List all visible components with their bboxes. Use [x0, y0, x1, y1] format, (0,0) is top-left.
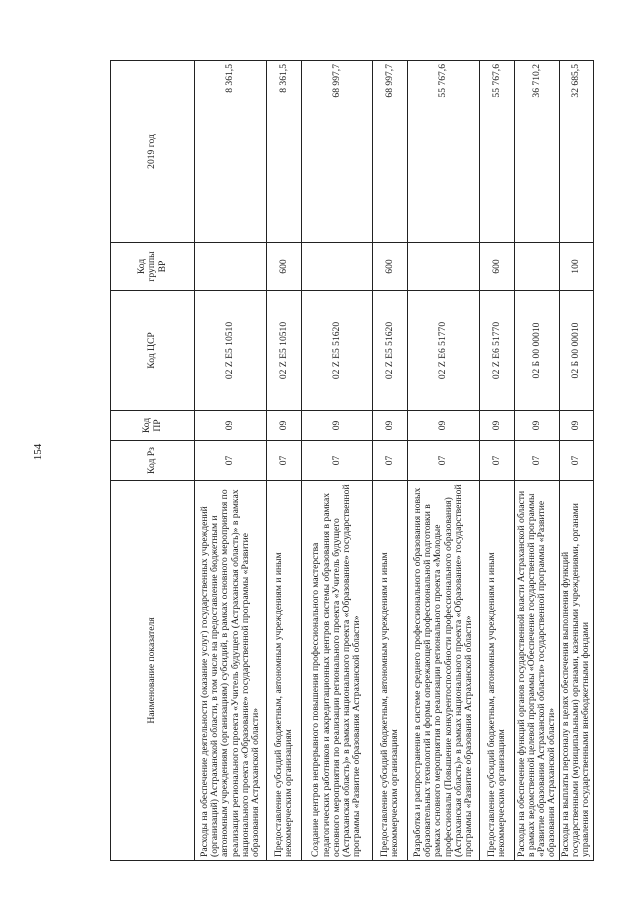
- row-pr: 09: [302, 411, 373, 441]
- row-rz: 07: [515, 441, 560, 481]
- row-vr: [302, 243, 373, 291]
- row-name: Создание центров непрерывного повышения профессионального мастерства педагогических работников и аккредитационных центров системы образования в рамках основного мероприятия по реализации регионального проекта «Учитель будущего (Астраханская область)» в рамках национального проекта «Образование» государственной программы «Развитие образования Астраханской области»: [302, 481, 373, 861]
- table-row: [515, 61, 560, 861]
- table-header-row: [111, 61, 195, 861]
- row-name: Предоставление субсидий бюджетным, автономным учреждениям и иным некоммерческим организациям: [480, 481, 515, 861]
- header-vr: Код группы ВР: [111, 243, 195, 291]
- row-vr: [408, 243, 480, 291]
- row-value: 55 767,6: [480, 61, 515, 243]
- rotated-page-content: [110, 61, 592, 861]
- row-name: Разработка и распространение в системе среднего профессионального образования новых образовательных технологий и формы опережающей профессиональной подготовки в рамках основного мероприятия по реализации регионального проекта «Молодые профессионалы (Повышение конкурентоспособности профессионального образования) (Астраханская область)» в рамках национального проекта «Образование» государственной программы «Развитие образования Астраханской области»: [408, 481, 480, 861]
- row-pr: 09: [195, 411, 267, 441]
- row-pr: 09: [480, 411, 515, 441]
- row-value: 55 767,6: [408, 61, 480, 243]
- row-value: 32 685,5: [560, 61, 594, 243]
- row-vr: [515, 243, 560, 291]
- row-pr: 09: [408, 411, 480, 441]
- row-vr: [195, 243, 267, 291]
- table-row: [302, 61, 373, 861]
- row-value: 8 361,5: [195, 61, 267, 243]
- row-pr: 09: [373, 411, 408, 441]
- row-value: 68 997,7: [302, 61, 373, 243]
- row-pr: 09: [267, 411, 302, 441]
- row-vr: 600: [373, 243, 408, 291]
- row-name: Предоставление субсидий бюджетным, автономным учреждениям и иным некоммерческим организациям: [267, 481, 302, 861]
- row-name: Расходы на обеспечение функций органов государственной власти Астраханской области в рамках ведомственной целевой программы «Обеспечение государственной программы «Развитие образования Астраханской области» государственной программы «Развитие образования Астраханской области»: [515, 481, 560, 861]
- row-csr: 02 Б 00 00010: [560, 291, 594, 411]
- table-row: [195, 61, 267, 861]
- table-row: [560, 61, 594, 861]
- row-value: 68 997,7: [373, 61, 408, 243]
- header-pr: Код ПР: [111, 411, 195, 441]
- header-name: Наименование показателя: [111, 481, 195, 861]
- budget-table: [110, 60, 594, 861]
- row-csr: 02 Z E5 10510: [267, 291, 302, 411]
- row-rz: 07: [302, 441, 373, 481]
- row-pr: 09: [515, 411, 560, 441]
- table-row: [267, 61, 302, 861]
- row-rz: 07: [195, 441, 267, 481]
- table-row: [408, 61, 480, 861]
- row-rz: 07: [480, 441, 515, 481]
- row-rz: 07: [267, 441, 302, 481]
- row-vr: 600: [480, 243, 515, 291]
- row-rz: 07: [560, 441, 594, 481]
- row-rz: 07: [408, 441, 480, 481]
- row-csr: 02 Z E6 51770: [408, 291, 480, 411]
- row-csr: 02 Z E5 10510: [195, 291, 267, 411]
- header-year: 2019 год: [111, 61, 195, 243]
- row-pr: 09: [560, 411, 594, 441]
- row-vr: 600: [267, 243, 302, 291]
- table-row: [480, 61, 515, 861]
- row-value: 8 361,5: [267, 61, 302, 243]
- row-name: Предоставление субсидий бюджетным, автономным учреждениям и иным некоммерческим организациям: [373, 481, 408, 861]
- table-row: [373, 61, 408, 861]
- row-rz: 07: [373, 441, 408, 481]
- table-container: [110, 61, 592, 861]
- row-csr: 02 Z E5 51620: [302, 291, 373, 411]
- row-name: Расходы на обеспечение деятельности (оказание услуг) государственных учреждений (организаций) Астраханской области, в том числе на предоставление бюджетным и автономным учреждениям (организациям) субсидий, в рамках основного мероприятия по реализации регионального проекта «Учитель будущего (Астраханская область)» в рамках национального проекта «Образование» государственной программы «Развитие образования Астраханской области»: [195, 481, 267, 861]
- row-csr: 02 Б 00 00010: [515, 291, 560, 411]
- header-rz: Код Рз: [111, 441, 195, 481]
- page-number: 154: [32, 443, 44, 461]
- row-value: 36 710,2: [515, 61, 560, 243]
- row-name: Расходы на выплаты персоналу в целях обеспечения выполнения функций государственными (муниципальными) органами, казенными учреждениями, органами управления государственными внебюджетными фондами: [560, 481, 594, 861]
- header-csr: Код ЦСР: [111, 291, 195, 411]
- row-vr: 100: [560, 243, 594, 291]
- row-csr: 02 Z E5 51620: [373, 291, 408, 411]
- row-csr: 02 Z E6 51770: [480, 291, 515, 411]
